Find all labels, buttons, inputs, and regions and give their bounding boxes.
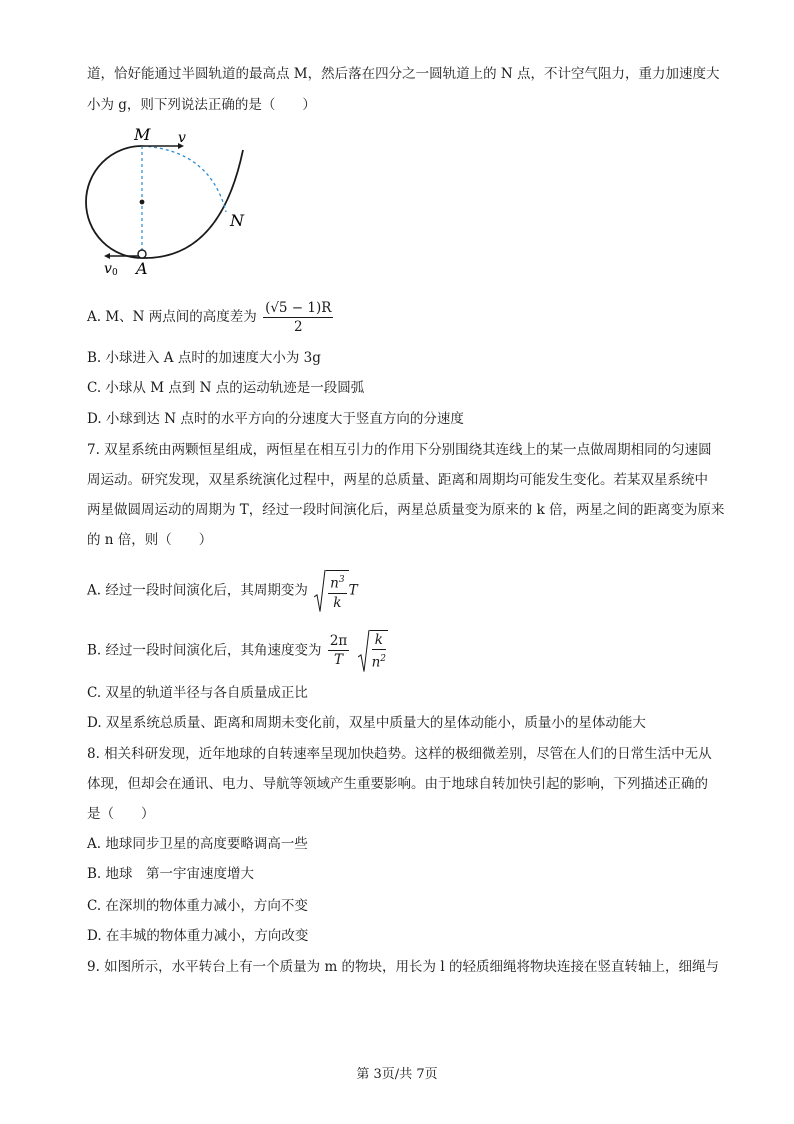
q8-option-b: B. 地球 第一宇宙速度增大	[87, 866, 255, 882]
page-footer: 第 3页/共 7页	[356, 1067, 438, 1082]
q7-option-b-text: B. 经过一段时间演化后，其角速度变为	[87, 642, 322, 659]
center-dot	[140, 200, 145, 205]
radical-sign	[314, 570, 326, 612]
label-N: N	[230, 211, 244, 230]
q7-stem-line2: 周运动。研究发现，双星系统演化过程中，两星的总质量、距离和周期均可能发生变化。若某双星系统中	[87, 472, 708, 488]
q7-option-b-2pi: 2π	[329, 633, 348, 650]
q7-option-c: C. 双星的轨道半径与各自质量成正比	[87, 685, 308, 701]
q6-option-c: C. 小球从 M 点到 N 点的运动轨迹是一段圆弧	[87, 380, 365, 396]
q7-option-b-n: n	[371, 654, 381, 671]
q7-option-a-n: n	[330, 575, 339, 592]
quarter-circle-track	[142, 150, 243, 258]
q7-option-b-fraction	[328, 632, 349, 669]
q6-stem-line1: 道，恰好能通过半圆轨道的最高点 M，然后落在四分之一圆轨道上的 N 点，不计空气阻力，重力加速度大	[87, 66, 720, 82]
q7-option-a-sqrt	[314, 570, 348, 612]
label-A: A	[136, 259, 148, 278]
q7-option-b-T: T	[334, 652, 344, 669]
label-v: v	[178, 130, 186, 146]
q6-option-a	[87, 299, 335, 336]
q7-stem-line4: 的 n 倍，则（ ）	[87, 532, 213, 548]
q6-figure	[80, 122, 260, 282]
radical-sign	[358, 630, 370, 672]
q6-option-b: B. 小球进入 A 点时的加速度大小为 3g	[87, 350, 321, 366]
q6-option-a-numerator: (√5 − 1)R	[265, 300, 332, 316]
label-v0-sub: 0	[112, 268, 118, 278]
q7-option-b-k: k	[372, 631, 386, 650]
trajectory-dashed	[142, 146, 226, 212]
q7-option-b-exp: 2	[380, 654, 387, 664]
q6-option-a-fraction	[263, 299, 333, 336]
q6-option-d: D. 小球到达 N 点时的水平方向的分速度大于竖直方向的分速度	[87, 411, 464, 427]
q6-option-a-denominator: 2	[293, 319, 303, 335]
ball	[138, 250, 146, 258]
q8-stem-line3: 是（ ）	[87, 806, 155, 822]
q7-option-a-exp: 3	[338, 575, 345, 585]
q7-stem-line3: 两星做圆周运动的周期为 T，经过一段时间演化后，两星总质量变为原来的 k 倍，两星之间的距离变为原来	[87, 502, 725, 518]
q8-stem-line2: 体现，但却会在通讯、电力、导航等领域产生重要影响。由于地球自转加快引起的影响，下列描述正确的	[87, 776, 708, 792]
q7-option-a	[87, 570, 358, 612]
q7-option-a-T: T	[348, 582, 358, 599]
q8-option-c: C. 在深圳的物体重力减小，方向不变	[87, 898, 308, 914]
q7-option-d: D. 双星系统总质量、距离和周期未变化前，双星中质量大的星体动能小，质量小的星体动能大	[87, 715, 646, 731]
q7-option-a-k: k	[333, 594, 342, 611]
v0-arrowhead	[104, 253, 110, 259]
q7-option-b-sqrt	[358, 630, 388, 672]
q8-stem-line1: 8. 相关科研发现，近年地球的自转速率呈现加快趋势。这样的极细微差别，尽管在人们的日常生活中无从	[87, 746, 712, 762]
semicircle-track	[86, 146, 142, 258]
q7-option-a-text: A. 经过一段时间演化后，其周期变为	[87, 582, 308, 599]
q7-stem-line1: 7. 双星系统由两颗恒星组成，两恒星在相互引力的作用下分别围绕其连线上的某一点做周期相同的匀速圆	[87, 442, 712, 458]
label-M: M	[134, 125, 151, 144]
q7-option-b	[87, 630, 388, 672]
q6-option-a-text: A. M、N 两点间的高度差为	[87, 309, 257, 325]
q8-option-a: A. 地球同步卫星的高度要略调高一些	[87, 836, 308, 852]
label-v0: v	[104, 261, 112, 277]
q8-option-d: D. 在丰城的物体重力减小，方向改变	[87, 928, 309, 944]
q6-stem-line2: 小为 g，则下列说法正确的是（ ）	[87, 97, 316, 113]
q9-stem-line1: 9. 如图所示，水平转台上有一个质量为 m 的物块，用长为 l 的轻质细绳将物块连接在竖直转轴上，细绳与	[87, 959, 719, 975]
